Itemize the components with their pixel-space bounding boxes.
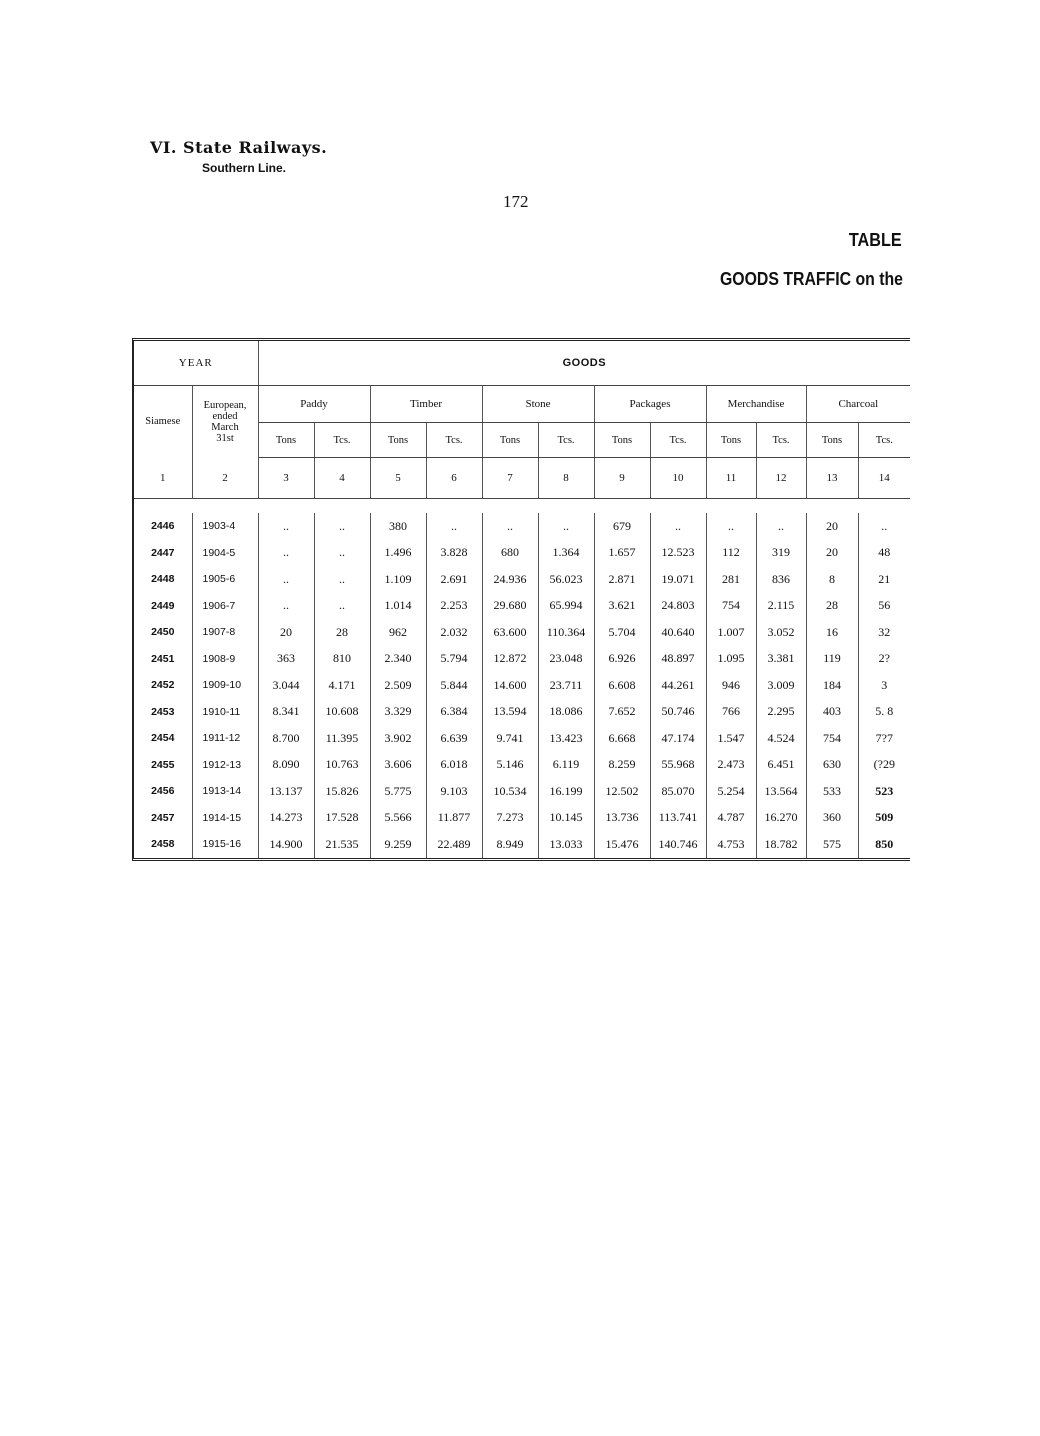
category-charcoal: Charcoal (806, 386, 910, 423)
table-cell: 40.640 (650, 619, 706, 646)
table-row (134, 805, 910, 832)
table-row (134, 778, 910, 805)
table-row (134, 540, 910, 567)
unit-header: Tons (370, 423, 426, 458)
table-cell: 22.489 (426, 831, 482, 858)
table-cell: .. (258, 513, 314, 540)
table-cell: 5.775 (370, 778, 426, 805)
table-cell: 3.052 (756, 619, 806, 646)
table-cell: .. (258, 593, 314, 620)
table-cell: 5.704 (594, 619, 650, 646)
table-cell: 8.090 (258, 752, 314, 779)
table-cell: 754 (806, 725, 858, 752)
column-number: 14 (858, 458, 910, 499)
table-cell: 680 (482, 540, 538, 567)
table-cell: 15.826 (314, 778, 370, 805)
table-cell: 48 (858, 540, 910, 567)
table-row (134, 699, 910, 726)
table-cell: 113.741 (650, 805, 706, 832)
table-cell: 3.381 (756, 646, 806, 673)
siamese-year-cell: 2453 (151, 705, 175, 718)
european-year-cell: 1903-4 (192, 513, 258, 540)
table-cell: 110.364 (538, 619, 594, 646)
table-cell: 3.621 (594, 593, 650, 620)
table-cell: 16 (806, 619, 858, 646)
table-cell: 6.639 (426, 725, 482, 752)
table-row (134, 593, 910, 620)
table-cell: 281 (706, 566, 756, 593)
european-header-line: European, (203, 399, 247, 411)
european-year-cell: 1907-8 (192, 619, 258, 646)
table-row (134, 725, 910, 752)
table-cell: 21.535 (314, 831, 370, 858)
table-cell: 946 (706, 672, 756, 699)
table-cell: 12.872 (482, 646, 538, 673)
table-cell: 6.608 (594, 672, 650, 699)
siamese-year-cell: 2448 (151, 573, 175, 586)
column-number: 10 (650, 458, 706, 499)
table-cell: 5. 8 (858, 699, 910, 726)
table-cell: .. (258, 566, 314, 593)
table-cell: 380 (370, 513, 426, 540)
table-cell: 5.566 (370, 805, 426, 832)
siamese-year-cell: 2446 (151, 520, 175, 533)
table-cell: 630 (806, 752, 858, 779)
column-number: 3 (258, 458, 314, 499)
table-cell: 19.071 (650, 566, 706, 593)
table-cell: 2.115 (756, 593, 806, 620)
table-cell: 2.295 (756, 699, 806, 726)
european-year-cell: 1908-9 (192, 646, 258, 673)
table-cell: 6.451 (756, 752, 806, 779)
unit-header: Tons (706, 423, 756, 458)
table-cell: 9.103 (426, 778, 482, 805)
column-number: 9 (594, 458, 650, 499)
table-cell: 5.794 (426, 646, 482, 673)
unit-header: Tcs. (756, 423, 806, 458)
table-cell: 319 (756, 540, 806, 567)
table-cell: 119 (806, 646, 858, 673)
table-cell: 24.803 (650, 593, 706, 620)
table-cell: 8 (806, 566, 858, 593)
table-cell: 11.395 (314, 725, 370, 752)
table-cell: 47.174 (650, 725, 706, 752)
table-cell: 1.095 (706, 646, 756, 673)
column-number: 8 (538, 458, 594, 499)
table-cell: 13.736 (594, 805, 650, 832)
table-cell: 679 (594, 513, 650, 540)
table-cell: 3.009 (756, 672, 806, 699)
table-cell: 24.936 (482, 566, 538, 593)
unit-header: Tons (482, 423, 538, 458)
table-cell: 3.902 (370, 725, 426, 752)
european-year-cell: 1911-12 (192, 725, 258, 752)
table-cell: .. (756, 513, 806, 540)
table-cell: 533 (806, 778, 858, 805)
table-cell: 6.384 (426, 699, 482, 726)
european-year-cell: 1909-10 (192, 672, 258, 699)
table-cell: 836 (756, 566, 806, 593)
unit-header: Tcs. (858, 423, 910, 458)
table-cell: 15.476 (594, 831, 650, 858)
goods-header: GOODS (258, 341, 910, 386)
table-cell: .. (706, 513, 756, 540)
european-year-cell: 1914-15 (192, 805, 258, 832)
table-cell: 6.018 (426, 752, 482, 779)
table-cell: .. (314, 513, 370, 540)
table-cell: .. (858, 513, 910, 540)
category-merchandise: Merchandise (706, 386, 806, 423)
siamese-year-cell: 2451 (151, 652, 175, 665)
table-cell: 50.746 (650, 699, 706, 726)
column-number: 11 (706, 458, 756, 499)
table-row (134, 646, 910, 673)
table-cell: 29.680 (482, 593, 538, 620)
siamese-year-cell: 2457 (151, 811, 175, 824)
table-cell: 140.746 (650, 831, 706, 858)
table-cell: .. (426, 513, 482, 540)
table-cell: 112 (706, 540, 756, 567)
table-cell: 32 (858, 619, 910, 646)
table-cell: 13.137 (258, 778, 314, 805)
table-cell: 7.273 (482, 805, 538, 832)
table-cell: 2.253 (426, 593, 482, 620)
table-cell: 2.509 (370, 672, 426, 699)
european-year-cell: 1913-14 (192, 778, 258, 805)
table-cell: 17.528 (314, 805, 370, 832)
siamese-year-cell: 2458 (151, 838, 175, 851)
table-cell: 2.032 (426, 619, 482, 646)
table-cell: 1.496 (370, 540, 426, 567)
table-cell: 48.897 (650, 646, 706, 673)
table-cell: 1.014 (370, 593, 426, 620)
table-cell: 18.782 (756, 831, 806, 858)
european-year-cell: 1915-16 (192, 831, 258, 858)
table-cell: 2.340 (370, 646, 426, 673)
european-year-cell: 1910-11 (192, 699, 258, 726)
table-cell: 766 (706, 699, 756, 726)
table-cell: 85.070 (650, 778, 706, 805)
unit-header: Tcs. (314, 423, 370, 458)
table-cell: 1.007 (706, 619, 756, 646)
table-cell: 1.657 (594, 540, 650, 567)
table-row (134, 831, 910, 858)
column-number: 2 (192, 458, 258, 499)
table-cell: 11.877 (426, 805, 482, 832)
table-cell: 23.048 (538, 646, 594, 673)
table-cell: 5.844 (426, 672, 482, 699)
goods-traffic-table (134, 341, 910, 858)
table-cell: 14.900 (258, 831, 314, 858)
table-cell: 523 (858, 778, 910, 805)
table-cell: 16.270 (756, 805, 806, 832)
table-cell: 56 (858, 593, 910, 620)
table-cell: 10.608 (314, 699, 370, 726)
table-cell: 8.949 (482, 831, 538, 858)
section-subtitle: Southern Line. (202, 161, 286, 175)
table-cell: 13.423 (538, 725, 594, 752)
siamese-header: Siamese (145, 416, 181, 428)
table-cell: .. (314, 540, 370, 567)
table-cell: .. (258, 540, 314, 567)
table-title: GOODS TRAFFIC on the (719, 269, 903, 289)
table-cell: 13.564 (756, 778, 806, 805)
table-cell: 20 (258, 619, 314, 646)
unit-header: Tons (258, 423, 314, 458)
table-cell: 14.600 (482, 672, 538, 699)
table-cell: (?29 (858, 752, 910, 779)
table-cell: 12.523 (650, 540, 706, 567)
table-cell: 18.086 (538, 699, 594, 726)
page-number: 172 (503, 192, 529, 211)
table-cell: 13.033 (538, 831, 594, 858)
table-cell: 575 (806, 831, 858, 858)
table-cell: 2.691 (426, 566, 482, 593)
table-cell: 4.171 (314, 672, 370, 699)
table-cell: 13.594 (482, 699, 538, 726)
table-cell: 23.711 (538, 672, 594, 699)
table-cell: 63.600 (482, 619, 538, 646)
siamese-year-cell: 2456 (151, 785, 175, 798)
table-cell: 10.534 (482, 778, 538, 805)
table-cell: 810 (314, 646, 370, 673)
category-paddy: Paddy (258, 386, 370, 423)
siamese-year-cell: 2450 (151, 626, 175, 639)
siamese-year-cell: 2449 (151, 599, 175, 612)
table-cell: 1.109 (370, 566, 426, 593)
table-cell: 3.329 (370, 699, 426, 726)
siamese-year-cell: 2455 (151, 758, 175, 771)
table-cell: 5.146 (482, 752, 538, 779)
column-number: 7 (482, 458, 538, 499)
table-cell: 16.199 (538, 778, 594, 805)
european-header (192, 386, 258, 458)
table-row (134, 619, 910, 646)
table-cell: 363 (258, 646, 314, 673)
column-number: 13 (806, 458, 858, 499)
european-year-cell: 1906-7 (192, 593, 258, 620)
table-row (134, 566, 910, 593)
table-cell: 403 (806, 699, 858, 726)
table-cell: 20 (806, 513, 858, 540)
table-cell: 4.787 (706, 805, 756, 832)
table-cell: 2.871 (594, 566, 650, 593)
table-cell: 9.259 (370, 831, 426, 858)
table-cell: .. (538, 513, 594, 540)
table-cell: 7?7 (858, 725, 910, 752)
table-cell: .. (314, 593, 370, 620)
european-header-line: ended (212, 410, 238, 422)
table-cell: 2? (858, 646, 910, 673)
siamese-year-cell: 2452 (151, 679, 175, 692)
unit-header: Tcs. (538, 423, 594, 458)
european-year-cell: 1904-5 (192, 540, 258, 567)
unit-header: Tcs. (650, 423, 706, 458)
table-cell: 962 (370, 619, 426, 646)
column-number: 5 (370, 458, 426, 499)
table-cell: 44.261 (650, 672, 706, 699)
table-cell: 8.259 (594, 752, 650, 779)
table-cell: 55.968 (650, 752, 706, 779)
unit-header: Tcs. (426, 423, 482, 458)
siamese-year-cell: 2454 (151, 732, 175, 745)
table-cell: 8.341 (258, 699, 314, 726)
table-cell: 3.828 (426, 540, 482, 567)
category-stone: Stone (482, 386, 594, 423)
table-row (134, 752, 910, 779)
column-number: 6 (426, 458, 482, 499)
table-cell: 21 (858, 566, 910, 593)
section-title: VI. State Railways. (150, 138, 328, 157)
table-cell: 14.273 (258, 805, 314, 832)
table-cell: 3.606 (370, 752, 426, 779)
column-number: 4 (314, 458, 370, 499)
table-label: TABLE (849, 230, 902, 250)
table-row (134, 672, 910, 699)
table-cell: 28 (314, 619, 370, 646)
table-cell: 850 (858, 831, 910, 858)
table-cell: 2.473 (706, 752, 756, 779)
table-cell: 184 (806, 672, 858, 699)
table-cell: 28 (806, 593, 858, 620)
table-cell: 6.668 (594, 725, 650, 752)
table-cell: .. (314, 566, 370, 593)
goods-traffic-table-frame (132, 338, 910, 861)
european-header-line: 31st (216, 432, 234, 444)
table-row (134, 513, 910, 540)
category-timber: Timber (370, 386, 482, 423)
table-cell: 4.524 (756, 725, 806, 752)
table-cell: 509 (858, 805, 910, 832)
siamese-year-cell: 2447 (151, 546, 175, 559)
european-year-cell: 1912-13 (192, 752, 258, 779)
table-cell: 20 (806, 540, 858, 567)
column-number: 12 (756, 458, 806, 499)
table-cell: 3 (858, 672, 910, 699)
table-cell: 6.119 (538, 752, 594, 779)
table-cell: 7.652 (594, 699, 650, 726)
table-cell: 3.044 (258, 672, 314, 699)
table-cell: .. (650, 513, 706, 540)
european-year-cell: 1905-6 (192, 566, 258, 593)
table-cell: 5.254 (706, 778, 756, 805)
year-header: YEAR (134, 341, 258, 386)
table-cell: 10.763 (314, 752, 370, 779)
table-cell: 8.700 (258, 725, 314, 752)
unit-header: Tons (806, 423, 858, 458)
table-cell: 754 (706, 593, 756, 620)
table-cell: 9.741 (482, 725, 538, 752)
table-cell: 4.753 (706, 831, 756, 858)
table-cell: 10.145 (538, 805, 594, 832)
table-cell: 360 (806, 805, 858, 832)
category-packages: Packages (594, 386, 706, 423)
unit-header: Tons (594, 423, 650, 458)
table-cell: 1.364 (538, 540, 594, 567)
table-cell: .. (482, 513, 538, 540)
table-cell: 1.547 (706, 725, 756, 752)
column-number: 1 (160, 471, 166, 484)
table-cell: 65.994 (538, 593, 594, 620)
european-header-line: March (211, 421, 239, 433)
table-cell: 12.502 (594, 778, 650, 805)
table-cell: 6.926 (594, 646, 650, 673)
table-cell: 56.023 (538, 566, 594, 593)
